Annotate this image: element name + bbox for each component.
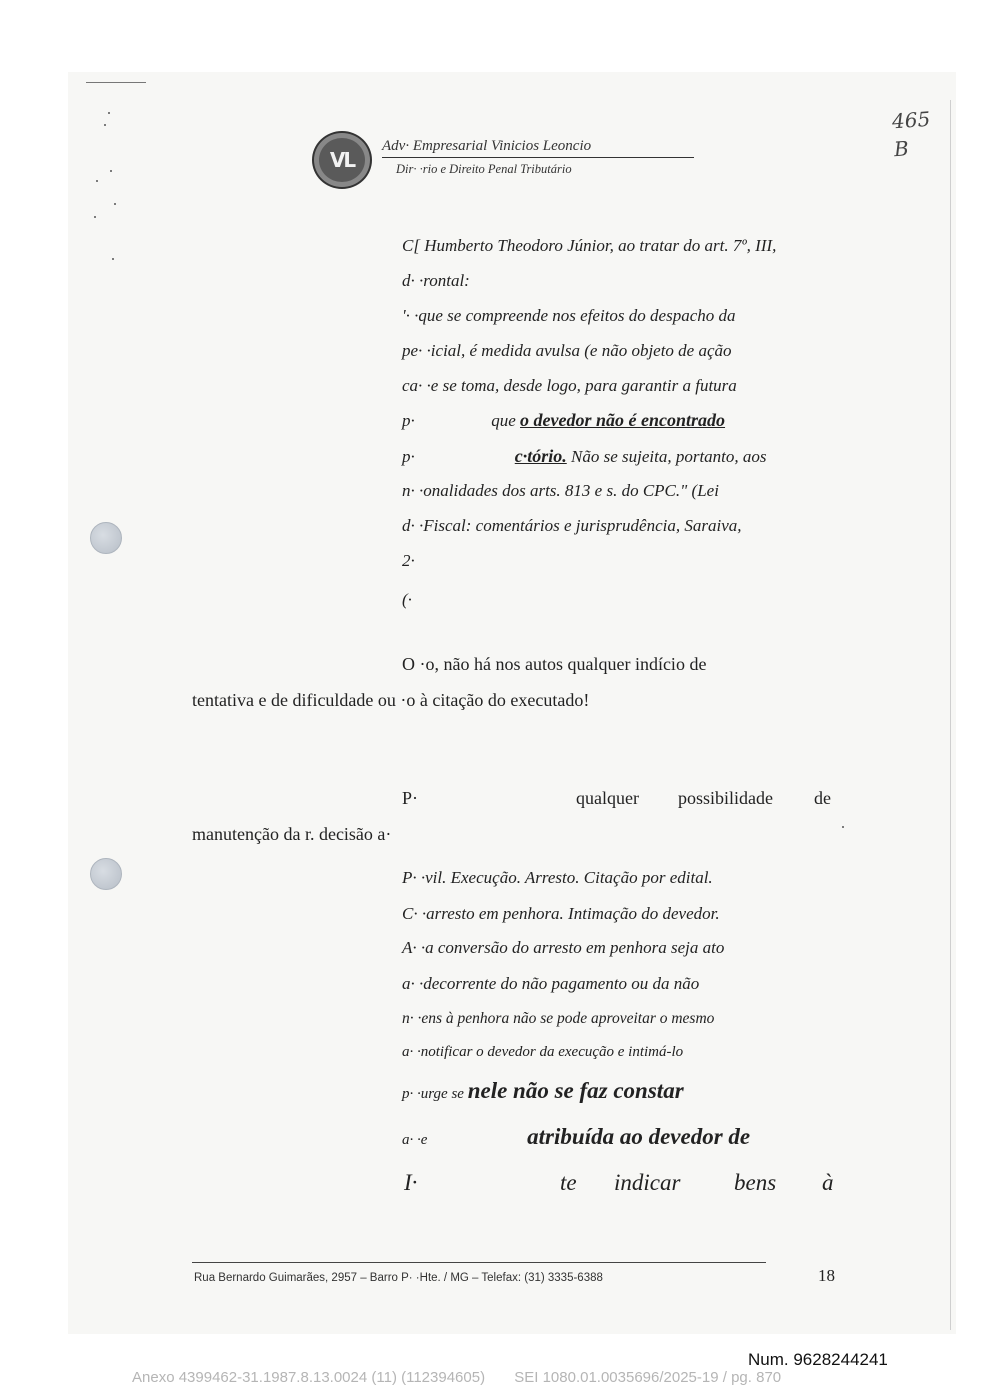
page-number: 18 xyxy=(818,1266,835,1285)
speck xyxy=(96,180,98,182)
speck xyxy=(104,124,106,126)
paragraph2-line: manutenção da r. decisão a· xyxy=(192,824,392,844)
annex-reference: Anexo 4399462-31.1987.8.13.0024 (11) (112394605) SEI 1080.01.0035696/2025-19 / pg. 870 xyxy=(132,1369,782,1386)
page-edge xyxy=(950,100,951,1330)
document-number-stamp: Num. 9628244241 xyxy=(748,1350,888,1369)
quote2-bold-emphasis: atribuída ao devedor de xyxy=(527,1124,751,1149)
quote1-line-rest: Não se sujeita, portanto, aos xyxy=(566,447,767,466)
logo-text: VL xyxy=(319,138,365,182)
paragraph2-word: qualquer xyxy=(576,788,639,808)
quote2-word: indicar xyxy=(614,1170,681,1195)
quote2-line: A· ·a conversão do arresto em penhora seja ato xyxy=(402,938,725,957)
footer-rule xyxy=(192,1262,766,1263)
quote1-line-start: p· xyxy=(402,447,415,466)
quote1-line-emphasis xyxy=(402,446,767,467)
top-rule xyxy=(86,82,146,83)
law-firm-logo xyxy=(312,131,372,189)
quote1-line: d· ·Fiscal: comentários e jurisprudência, Saraiva, xyxy=(402,516,742,535)
quote1-underlined-word: c·tório. xyxy=(514,446,567,466)
quote2-word: te xyxy=(560,1170,577,1195)
paragraph1-line: O ·o, não há nos autos qualquer indício de xyxy=(402,654,707,674)
paragraph2-word: de xyxy=(814,788,831,808)
punch-hole xyxy=(90,858,122,890)
quote1-line: pe· ·icial, é medida avulsa (e não objeto de ação xyxy=(402,341,732,360)
quote2-line: C· ·arresto em penhora. Intimação do devedor. xyxy=(402,904,720,923)
quote2-word: à xyxy=(822,1170,834,1195)
quote2-line-emphasis xyxy=(402,1078,684,1104)
paragraph1-line: tentativa e de dificuldade ou ·o à citação do executado! xyxy=(192,690,590,710)
quote2-line: n· ·ens à penhora não se pode aproveitar o mesmo xyxy=(402,1010,715,1027)
quote2-line: a· ·notificar o devedor da execução e intimá-lo xyxy=(402,1044,684,1060)
quote1-line: ca· ·e se toma, desde logo, para garantir a futura xyxy=(402,376,737,395)
letterhead-practice-areas: Dir· ·rio e Direito Penal Tributário xyxy=(396,162,572,176)
speck xyxy=(112,258,114,260)
handwritten-page-note: 465 B xyxy=(891,106,932,162)
letterhead-rule xyxy=(382,157,694,158)
letterhead-firm-name: Adv· Empresarial Vinicios Leoncio xyxy=(382,138,592,154)
quote1-line: 2· xyxy=(402,551,415,570)
speck xyxy=(94,216,96,218)
quote2-line-start: I· xyxy=(404,1170,418,1195)
quote2-line: P· ·vil. Execução. Arresto. Citação por edital. xyxy=(402,868,713,887)
speck xyxy=(110,170,112,172)
quote1-underlined-emphasis: o devedor não é encontrado xyxy=(520,410,726,430)
quote2-word: bens xyxy=(734,1170,777,1195)
quote2-line-start: p· ·urge se xyxy=(402,1086,468,1102)
paragraph2-word: possibilidade xyxy=(678,788,773,808)
quote1-line: n· ·onalidades dos arts. 813 e s. do CPC." (Lei xyxy=(402,481,719,500)
speck xyxy=(114,203,116,205)
quote1-line: C[ Humberto Theodoro Júnior, ao tratar do art. 7º, III, xyxy=(402,236,777,255)
quote2-line-emphasis xyxy=(402,1124,750,1150)
quote2-line-start: a· ·e xyxy=(402,1132,432,1148)
quote1-line: '· ·que se compreende nos efeitos do despacho da xyxy=(402,306,736,325)
paragraph2-line-start: P· xyxy=(402,788,419,808)
quote2-bold-emphasis: nele não se faz constar xyxy=(467,1078,684,1103)
speck xyxy=(108,112,110,114)
footer-address: Rua Bernardo Guimarães, 2957 – Barro P· ·Hte. / MG – Telefax: (31) 3335-6388 xyxy=(194,1272,603,1284)
punch-hole xyxy=(90,522,122,554)
quote1-line-start: p· xyxy=(402,411,415,430)
quote1-line-emphasis xyxy=(402,410,725,431)
quote1-line-gap: que xyxy=(414,411,521,430)
quote1-line: (· xyxy=(402,590,412,609)
quote2-line: a· ·decorrente do não pagamento ou da não xyxy=(402,974,700,993)
speck xyxy=(842,826,844,828)
quote1-line: d· ·rontal: xyxy=(402,271,470,290)
